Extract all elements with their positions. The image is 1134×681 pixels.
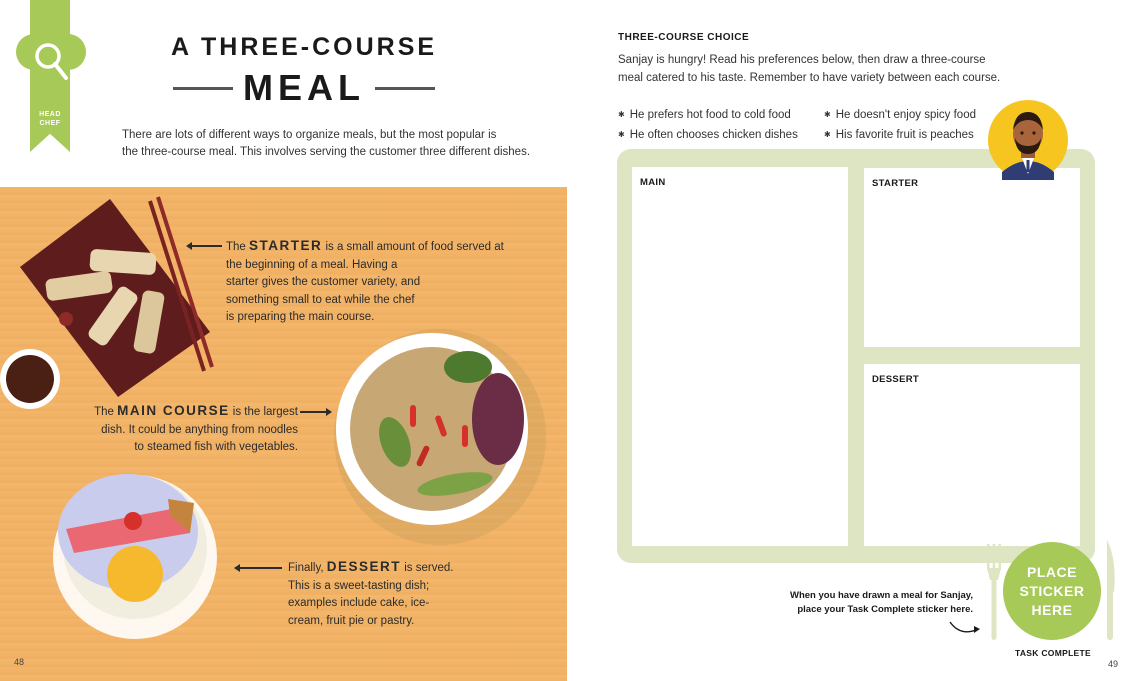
starter-pre: The <box>226 241 250 253</box>
main-course-line2: dish. It could be anything from noodles <box>101 423 298 436</box>
badge-line2: CHEF <box>39 120 61 127</box>
curved-arrow-icon <box>948 616 982 638</box>
main-course-arrow <box>300 411 328 413</box>
main-course-keyword: MAIN COURSE <box>117 403 230 418</box>
starter-caption <box>226 237 526 327</box>
page-title-line1: A THREE-COURSE <box>170 33 438 61</box>
task-complete-sticker-spot[interactable] <box>1003 542 1101 640</box>
starter-arrow <box>190 245 222 247</box>
fork-icon <box>985 544 1003 640</box>
main-box-label: MAIN <box>640 177 666 188</box>
main-course-line1-rest: is the largest <box>229 406 298 418</box>
dessert-line4: cream, fruit pie or pastry. <box>288 614 415 627</box>
instructions-line1: Sanjay is hungry! Read his preferences below, then draw a three-course <box>618 54 986 66</box>
sticker-line3: HERE <box>1031 601 1073 618</box>
dessert-plate-illustration <box>53 474 217 639</box>
main-course-line3: to steamed fish with vegetables. <box>134 441 298 453</box>
starter-line3: starter gives the customer variety, and <box>226 276 421 288</box>
dessert-line2: This is a sweet-tasting dish; <box>288 579 430 592</box>
dessert-line3: examples include cake, ice- <box>288 597 430 609</box>
sanjay-avatar <box>988 100 1068 180</box>
sticker-line2: STICKER <box>1019 582 1085 599</box>
starter-keyword: STARTER <box>249 238 323 253</box>
page-title-line2-row <box>168 66 440 110</box>
title-rule-right <box>375 87 435 90</box>
starter-line4: something small to eat while the chef <box>226 293 415 306</box>
task-note-line2: place your Task Complete sticker here. <box>797 604 973 615</box>
main-course-pre: The <box>94 406 118 418</box>
sauce-bowl-illustration <box>0 349 60 409</box>
knife-icon <box>1103 540 1117 640</box>
main-course-caption <box>72 402 298 457</box>
dessert-box-label: DESSERT <box>872 374 919 385</box>
dessert-pre: Finally, <box>288 562 327 574</box>
dessert-arrow <box>238 567 282 569</box>
noodle-bowl-illustration <box>334 329 546 545</box>
task-complete-label: TASK COMPLETE <box>1015 648 1091 658</box>
task-instructions <box>618 52 1018 87</box>
starter-line2: the beginning of a meal. Having a <box>226 258 398 271</box>
dessert-line1-rest: is served. <box>401 562 454 574</box>
main-drawing-box[interactable] <box>632 167 848 546</box>
instructions-line2: meal catered to his taste. Remember to have variety between each course. <box>618 71 1001 84</box>
intro-paragraph <box>122 127 542 161</box>
dessert-keyword: DESSERT <box>326 559 402 574</box>
preference-item: ✱ He doesn't enjoy spicy food <box>824 106 1004 124</box>
preference-item: ✱ He prefers hot food to cold food <box>618 106 824 124</box>
task-note-line1: When you have drawn a meal for Sanjay, <box>789 590 973 601</box>
intro-line2: the three-course meal. This involves serving the customer three different dishes. <box>122 146 531 158</box>
head-chef-badge <box>30 110 70 128</box>
intro-line1: There are lots of different ways to organize meals, but the most popular is <box>122 129 497 141</box>
task-note <box>755 589 973 617</box>
starter-box-label: STARTER <box>872 178 919 189</box>
preferences-list <box>618 106 998 144</box>
dessert-drawing-box[interactable] <box>864 364 1080 546</box>
page-number-left: 48 <box>14 657 25 667</box>
chef-hat-icon <box>12 18 90 100</box>
starter-line1-rest: is a small amount of food served at <box>322 241 504 253</box>
title-rule-left <box>173 87 233 90</box>
page-title-line2: MEAL <box>243 67 365 108</box>
preference-item: ✱ He often chooses chicken dishes <box>618 126 824 144</box>
dessert-caption <box>288 558 468 630</box>
starter-line5: is preparing the main course. <box>226 311 375 323</box>
preference-item: ✱ His favorite fruit is peaches <box>824 126 1004 144</box>
badge-line1: HEAD <box>39 111 61 118</box>
section-heading: THREE-COURSE CHOICE <box>618 32 750 43</box>
starter-drawing-box[interactable] <box>864 168 1080 347</box>
sticker-line1: PLACE <box>1027 563 1077 580</box>
page-number-right: 49 <box>1108 659 1119 669</box>
